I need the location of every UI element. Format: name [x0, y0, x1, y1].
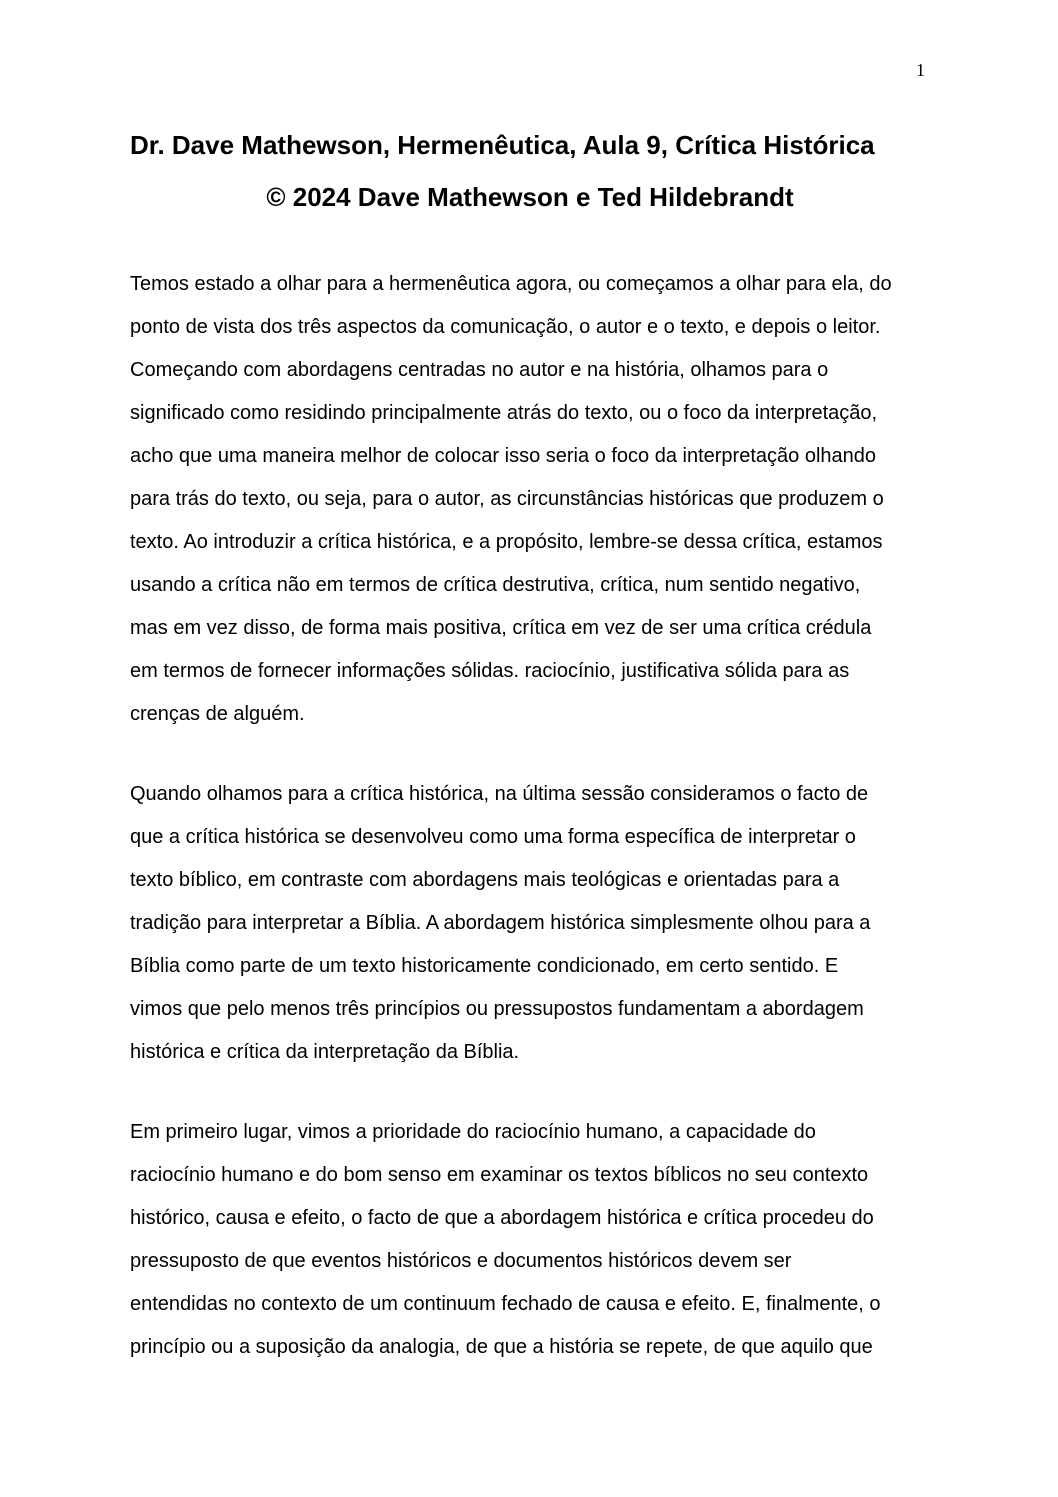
- text-line: texto bíblico, em contraste com abordagens mais teológicas e orientadas para a: [130, 869, 840, 891]
- text-line: tradição para interpretar a Bíblia. A abordagem histórica simplesmente olhou para a: [130, 912, 871, 934]
- text-line: raciocínio humano e do bom senso em examinar os textos bíblicos no seu contexto: [130, 1164, 869, 1186]
- text-line: Quando olhamos para a crítica histórica, na última sessão consideramos o facto de: [130, 783, 869, 805]
- text-line: acho que uma maneira melhor de colocar isso seria o foco da interpretação olhando: [130, 445, 876, 467]
- paragraph-2: [130, 773, 930, 1074]
- document-title-line-2: © 2024 Dave Mathewson e Ted Hildebrandt: [266, 182, 794, 212]
- text-line: vimos que pelo menos três princípios ou pressupostos fundamentam a abordagem: [130, 998, 864, 1020]
- page-number: 1: [916, 60, 925, 80]
- text-line: em termos de fornecer informações sólidas. raciocínio, justificativa sólida para as: [130, 660, 850, 682]
- text-line: ponto de vista dos três aspectos da comunicação, o autor e o texto, e depois o leitor.: [130, 316, 881, 338]
- text-line: usando a crítica não em termos de crítica destrutiva, crítica, num sentido negativo,: [130, 574, 861, 596]
- text-line: que a crítica histórica se desenvolveu como uma forma específica de interpretar o: [130, 826, 856, 848]
- text-line: princípio ou a suposição da analogia, de que a história se repete, de que aquilo que: [130, 1336, 873, 1358]
- text-line: Em primeiro lugar, vimos a prioridade do raciocínio humano, a capacidade do: [130, 1121, 816, 1143]
- text-line: histórico, causa e efeito, o facto de que a abordagem histórica e crítica procedeu do: [130, 1207, 874, 1229]
- document-title-line-1: Dr. Dave Mathewson, Hermenêutica, Aula 9, Crítica Histórica: [130, 130, 875, 160]
- text-line: Bíblia como parte de um texto historicamente condicionado, em certo sentido. E: [130, 955, 839, 977]
- document-content: [130, 0, 930, 1369]
- paragraph-3: [130, 1111, 930, 1369]
- text-line: Temos estado a olhar para a hermenêutica agora, ou começamos a olhar para ela, do: [130, 273, 892, 295]
- text-line: histórica e crítica da interpretação da Bíblia.: [130, 1041, 520, 1063]
- text-line: Começando com abordagens centradas no autor e na história, olhamos para o: [130, 359, 829, 381]
- text-line: pressuposto de que eventos históricos e documentos históricos devem ser: [130, 1250, 792, 1272]
- text-line: texto. Ao introduzir a crítica histórica, e a propósito, lembre-se dessa crítica, estamos: [130, 531, 883, 553]
- text-line: entendidas no contexto de um continuum fechado de causa e efeito. E, finalmente, o: [130, 1293, 881, 1315]
- text-line: para trás do texto, ou seja, para o autor, as circunstâncias históricas que produzem o: [130, 488, 884, 510]
- text-line: crenças de alguém.: [130, 703, 305, 725]
- text-line: mas em vez disso, de forma mais positiva, crítica em vez de ser uma crítica crédula: [130, 617, 872, 639]
- paragraph-1: [130, 263, 930, 736]
- text-line: significado como residindo principalmente atrás do texto, ou o foco da interpretação,: [130, 402, 878, 424]
- document-title: [130, 119, 930, 223]
